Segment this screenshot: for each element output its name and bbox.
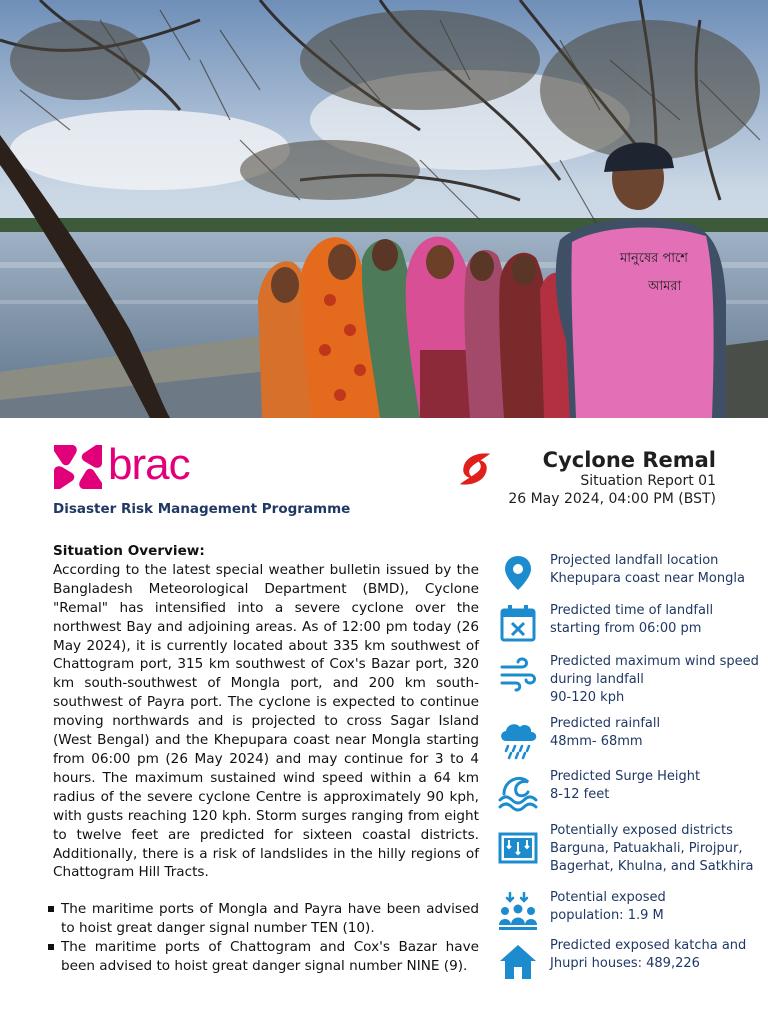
map-districts-icon: [496, 826, 540, 870]
bullet-text: The maritime ports of Mongla and Payra have been advised to hoist great danger signal number TEN (10).: [61, 901, 479, 937]
fact-label: Predicted exposed katcha and: [550, 938, 747, 953]
wave-surge-icon: [496, 768, 540, 812]
vest-text-line2: আমরা: [648, 279, 682, 294]
fact-label: Projected landfall location: [550, 553, 719, 568]
cyclone-icon: [456, 450, 494, 488]
fact-value: 48mm- 68mm: [550, 734, 643, 749]
fact-value: Jhupri houses: 489,226: [550, 956, 700, 971]
overview-body: According to the latest special weather bulletin issued by the Bangladesh Meteorological Department (BMD), Cyclone "Remal" has intensified into a severe cyclone over the northwest Bay and adjoining areas. As of 12:00 pm today (26 May 2024), it is currently located about 335 km southwest of Chattogram port, 315 km southwest of Cox's Bazar port, 320 km south-southwest of Mongla port, and 200 km south-southwest of Payra port. The cyclone is expected to continue moving northwards and is projected to cross Sagar Island (West Bengal) and the Khepupara coast near Mongla starting from 06:00 pm (26 May 2024) and may continue for 3 to 4 hours. The maximum sustained wind speed within a 64 km radius of the severe cyclone Centre is approximately 90 kph, with gusts reaching 120 kph. Storm surges ranging from eight to twelve feet are predicted for sixteen coastal districts. Additionally, there is a risk of landslides in the hilly regions of Chattogram Hill Tracts.: [53, 561, 479, 881]
report-date: 26 May 2024, 04:00 PM (BST): [508, 491, 716, 507]
location-pin-icon: [496, 552, 540, 596]
programme-name: Disaster Risk Management Programme: [53, 501, 351, 517]
fact-label: Predicted time of landfall: [550, 603, 714, 618]
brac-symbol-icon: [52, 441, 104, 493]
bullet-text: The maritime ports of Chattogram and Cox's Bazar have been advised to hoist great danger signal number NINE (9).: [61, 939, 479, 975]
fact-value: population: 1.9 M: [550, 908, 664, 923]
fact-value: starting from 06:00 pm: [550, 621, 702, 636]
fact-value: Khepupara coast near Mongla: [550, 571, 745, 586]
population-icon: [496, 891, 540, 935]
vest-text-line1: মানুষের পাশে: [620, 251, 688, 266]
fact-label: Predicted Surge Height: [550, 769, 701, 784]
report-number: Situation Report 01: [580, 473, 716, 489]
fact-label: Potential exposed: [550, 890, 666, 905]
hero-photo: [0, 0, 768, 418]
brac-wordmark: brac: [108, 440, 190, 489]
field-meeting-photo: [0, 0, 768, 418]
house-icon: [496, 939, 540, 983]
fact-label: Predicted maximum wind speed: [550, 654, 759, 669]
rain-cloud-icon: [496, 717, 540, 761]
fact-label-cont: during landfall: [550, 672, 644, 687]
fact-value-cont: Bagerhat, Khulna, and Satkhira: [550, 859, 754, 874]
bullet-marker: [48, 944, 54, 950]
list-item: [53, 938, 479, 976]
fact-value: 90-120 kph: [550, 690, 625, 705]
port-signal-list: [53, 900, 479, 976]
calendar-icon: [496, 602, 540, 646]
fact-label: Potentially exposed districts: [550, 823, 733, 838]
situation-overview: [53, 542, 479, 976]
fact-value: 8-12 feet: [550, 787, 610, 802]
bullet-marker: [48, 906, 54, 912]
fact-label: Predicted rainfall: [550, 716, 661, 731]
overview-heading: Situation Overview:: [53, 543, 205, 559]
fact-value: Barguna, Patuakhali, Pirojpur,: [550, 841, 743, 856]
list-item: [53, 900, 479, 938]
report-title-block: [456, 448, 716, 508]
wind-icon: [496, 653, 540, 697]
report-title: Cyclone Remal: [542, 448, 716, 472]
